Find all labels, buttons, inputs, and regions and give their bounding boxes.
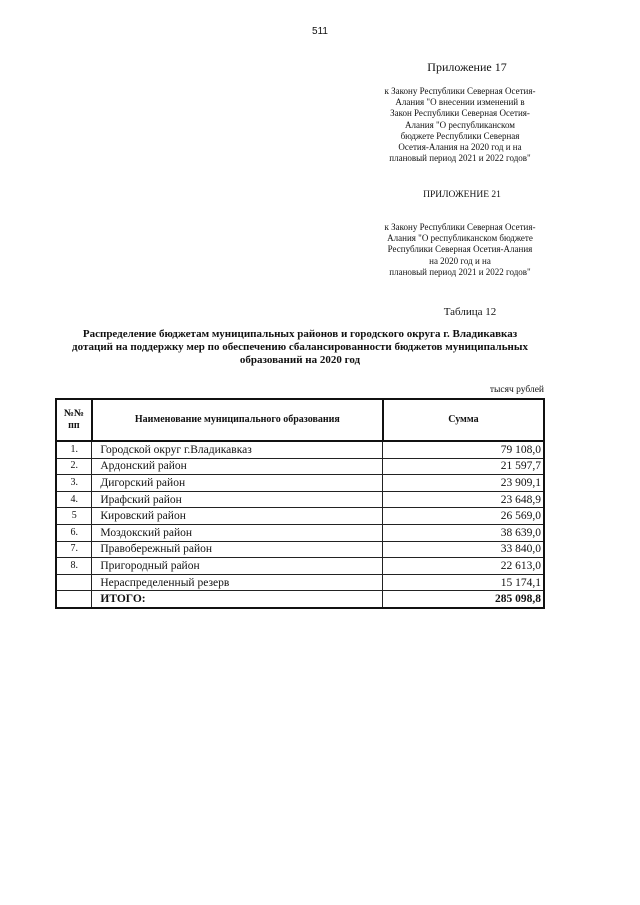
total-number (56, 591, 92, 608)
appendix-17-line: Осетия-Алания на 2020 год и на (398, 142, 522, 153)
table-header-row (56, 399, 544, 441)
table-row (56, 458, 544, 475)
total-label: ИТОГО: (92, 591, 383, 608)
appendix-17-line: Закон Республики Северная Осетия- (390, 108, 530, 119)
appendix-17-text (372, 86, 548, 164)
row-number: 8. (56, 558, 92, 575)
row-sum: 79 108,0 (383, 441, 544, 458)
row-name: Дигорский район (92, 475, 383, 492)
header-number-line2: пп (68, 420, 80, 431)
table-label: Таблица 12 (443, 306, 497, 318)
appendix-17-line: бюджете Республики Северная (400, 130, 520, 141)
row-number (56, 574, 92, 591)
appendix-17-line: плановый период 2021 и 2022 годов" (389, 153, 531, 164)
appendix-21-line: плановый период 2021 и 2022 годов" (389, 266, 531, 277)
table-row (56, 541, 544, 558)
page-number: 511 (312, 26, 328, 37)
units-label: тысяч рублей (489, 385, 544, 395)
total-sum: 285 098,8 (383, 591, 544, 608)
document-title (55, 328, 545, 367)
header-number (56, 399, 92, 441)
row-number: 5 (56, 508, 92, 525)
row-number: 3. (56, 475, 92, 492)
table-row (56, 441, 544, 458)
appendix-21-line: Республики Северная Осетия-Алания (387, 244, 533, 255)
appendix-21-line: Алания "О республиканском бюджете (387, 233, 533, 244)
table-row (56, 524, 544, 541)
row-number: 7. (56, 541, 92, 558)
row-name: Нераспределенный резерв (92, 574, 383, 591)
row-name: Городской округ г.Владикавказ (92, 441, 383, 458)
table-row (56, 508, 544, 525)
table-row (56, 574, 544, 591)
row-number: 4. (56, 491, 92, 508)
row-sum: 23 909,1 (383, 475, 544, 492)
row-sum: 23 648,9 (383, 491, 544, 508)
table-row (56, 475, 544, 492)
header-number-line1: №№ (63, 408, 84, 419)
row-name: Пригородный район (92, 558, 383, 575)
appendix-17-line: Алания "О республиканском (405, 119, 515, 130)
row-name: Правобережный район (92, 541, 383, 558)
header-sum: Сумма (383, 399, 544, 441)
appendix-21-text (372, 222, 548, 278)
row-name: Ардонский район (92, 458, 383, 475)
table-row (56, 491, 544, 508)
row-sum: 22 613,0 (383, 558, 544, 575)
row-sum: 26 569,0 (383, 508, 544, 525)
appendix-21-line: к Закону Республики Северная Осетия- (384, 222, 536, 232)
title-line: образований на 2020 год (239, 354, 361, 366)
row-name: Моздокский район (92, 524, 383, 541)
appendix-17-line: Алания "О внесении изменений в (395, 97, 525, 108)
title-line: Распределение бюджетам муниципальных районов и городского округа г. Владикавказ (82, 328, 518, 340)
row-sum: 33 840,0 (383, 541, 544, 558)
budget-table (55, 398, 545, 609)
row-sum: 38 639,0 (383, 524, 544, 541)
row-number: 2. (56, 458, 92, 475)
row-name: Кировский район (92, 508, 383, 525)
table-row (56, 558, 544, 575)
total-row (56, 591, 544, 608)
row-sum: 21 597,7 (383, 458, 544, 475)
appendix-21-line: на 2020 год и на (429, 255, 491, 266)
appendix-21-title: ПРИЛОЖЕНИЕ 21 (423, 190, 501, 200)
row-sum: 15 174,1 (383, 574, 544, 591)
header-name: Наименование муниципального образования (92, 399, 383, 441)
row-number: 1. (56, 441, 92, 458)
row-number: 6. (56, 524, 92, 541)
row-name: Ирафский район (92, 491, 383, 508)
appendix-17-line: к Закону Республики Северная Осетия- (384, 86, 536, 96)
appendix-17-title: Приложение 17 (427, 60, 507, 74)
title-line: дотаций на поддержку мер по обеспечению сбалансированности бюджетов муниципальных (72, 341, 528, 353)
